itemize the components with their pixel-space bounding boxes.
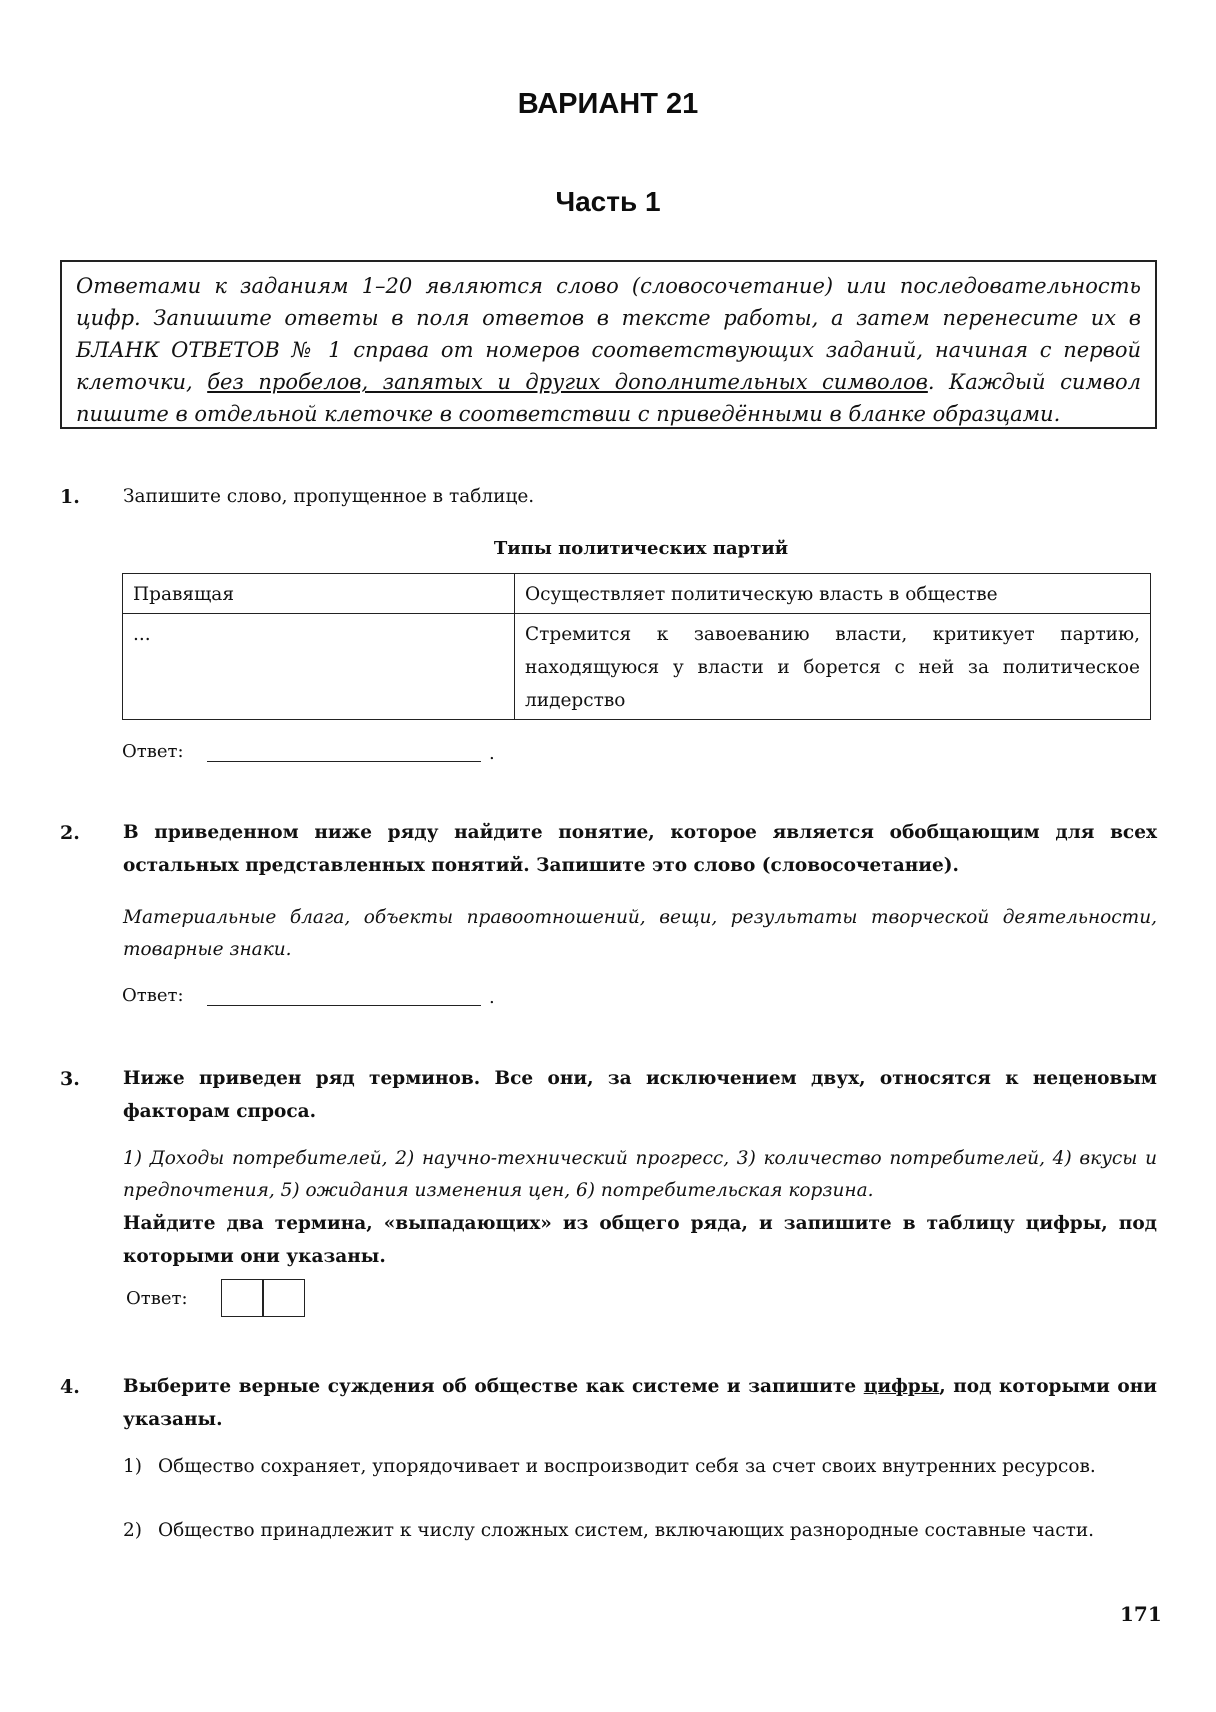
- part-title: Часть 1: [555, 186, 661, 217]
- question-3-text: Ниже приведен ряд терминов. Все они, за исключением двух, относятся к неценовым факторам спроса.: [123, 1068, 1157, 1122]
- option-1-text: Общество сохраняет, упорядочивает и воспроизводит себя за счет своих внутренних ресурсов.: [158, 1456, 1096, 1477]
- question-4-number: 4.: [60, 1376, 80, 1398]
- question-4-text: [123, 1370, 1157, 1436]
- variant-title: ВАРИАНТ 21: [517, 88, 699, 120]
- table-row: [123, 614, 1151, 720]
- answer-label: Ответ:: [126, 1288, 188, 1309]
- answer-input-line-1[interactable]: [207, 761, 481, 762]
- question-3-terms: 1) Доходы потребителей, 2) научно-технический прогресс, 3) количество потребителей, 4) вкусы и предпочтения, 5) ожидания изменения цен, 6) потребительская корзина.: [123, 1148, 1157, 1201]
- question-4-text-start: Выберите верные суждения об обществе как системе и запишите: [123, 1376, 864, 1397]
- question-2-number: 2.: [60, 822, 80, 844]
- parties-table: [122, 573, 1151, 720]
- question-1-text: Запишите слово, пропущенное в таблице.: [123, 486, 535, 507]
- answer-label: Ответ:: [122, 985, 184, 1006]
- question-1-number: 1.: [60, 486, 80, 508]
- option-2-number: 2): [123, 1520, 142, 1541]
- table-cell: Правящая: [123, 574, 515, 614]
- option-2-text: Общество принадлежит к числу сложных систем, включающих разнородные составные части.: [158, 1520, 1095, 1541]
- page-number: 171: [1120, 1602, 1162, 1626]
- answer-input-line-2[interactable]: [207, 1005, 481, 1006]
- question-4-text-end: , под которыми они указаны.: [123, 1376, 1157, 1430]
- answer-box-2[interactable]: [262, 1279, 305, 1317]
- answer-end-dot: .: [489, 743, 495, 764]
- answer-label: Ответ:: [122, 741, 184, 762]
- answer-box-1[interactable]: [221, 1279, 264, 1317]
- instructions-box: [60, 260, 1157, 429]
- instructions-text: Ответами к заданиям 1–20 являются слово (словосочетание) или последовательность цифр. Запишите ответы в поля ответов в тексте работы, а затем перенесите их в БЛАНК ОТВЕТОВ № 1 справа от номеров соответствующих заданий, начиная с первой клеточки,: [76, 274, 1141, 394]
- question-2-terms: Материальные блага, объекты правоотношений, вещи, результаты творческой деятельности, товарные знаки.: [123, 907, 1157, 960]
- question-4-emphasis: цифры: [863, 1376, 940, 1397]
- option-1-number: 1): [123, 1456, 142, 1477]
- question-2-text: В приведенном ниже ряду найдите понятие, которое является обобщающим для всех остальных представленных понятий. Запишите это слово (словосочетание).: [123, 822, 1157, 876]
- answer-boxes: [222, 1279, 305, 1317]
- table-title: Типы политических партий: [493, 538, 789, 559]
- table-row: [123, 574, 1151, 614]
- instructions-underlined: без пробелов, запятых и других дополнительных символов: [207, 370, 928, 394]
- question-3-task: Найдите два термина, «выпадающих» из общего ряда, и запишите в таблицу цифры, под которыми они указаны.: [123, 1213, 1157, 1267]
- table-cell: Осуществляет политическую власть в обществе: [515, 574, 1151, 614]
- answer-end-dot: .: [489, 987, 495, 1008]
- table-cell: Стремится к завоеванию власти, критикует партию, находящуюся у власти и борется с ней за политическое лидерство: [515, 614, 1151, 720]
- question-3-number: 3.: [60, 1068, 80, 1090]
- instructions-text-end: . Каждый символ пишите в отдельной клеточке в соответствии с приведёнными в бланке образцами.: [76, 370, 1142, 426]
- table-cell-missing: ...: [123, 614, 515, 720]
